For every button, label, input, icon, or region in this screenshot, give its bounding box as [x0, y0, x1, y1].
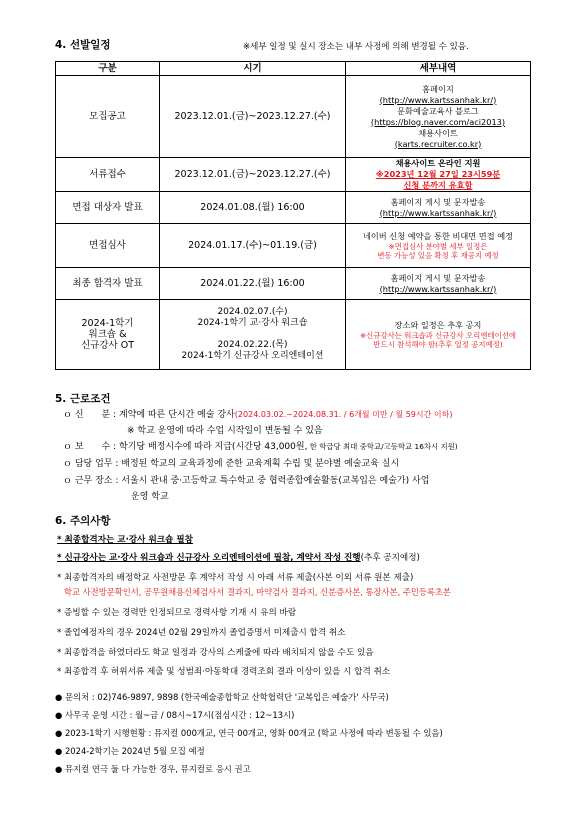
item-text: : 서울시 관내 중·고등학교 특수학교 중 협력종합예술활동(교복입은 예술가) 사업: [115, 476, 430, 486]
deadline-note: ※2023년 12월 27일 23시59분: [375, 169, 501, 179]
header-category: 구분: [56, 62, 160, 76]
item-text: : 학기당 배정시수에 따라 지급(시간당 43,000원,: [113, 442, 308, 452]
note-text: * 신규강사는 교·강사 워크숍과 신규강사 오리엔테이션에 필참, 계약서 작성 진행: [57, 553, 361, 563]
table-row: [56, 76, 531, 158]
blog-link[interactable]: (https://blog.naver.com/aci2013): [370, 116, 506, 127]
period-line: 2024.02.22.(목): [217, 340, 288, 350]
period-line: 2024-1학기 신규강사 오리엔테이션: [181, 351, 324, 361]
row-period: 2023.12.01.(금)~2023.12.27.(수): [160, 158, 346, 192]
row-category: 면접 대상자 발표: [56, 192, 160, 224]
category-line: 2024-1학기: [81, 318, 134, 329]
required-documents: 학교 사전방문확인서, 공무원채용신체검사서 결과지, 마약검사 결과지, 신분증사본, 통장사본, 주민등록초본: [64, 587, 451, 597]
schedule-table: [55, 61, 531, 370]
workplace-line-2: 운영 학교: [131, 492, 169, 502]
detail-line: 홈페이지 게시 및 문자발송: [390, 196, 486, 207]
table-row: [56, 192, 531, 224]
recruit-site-link[interactable]: (karts.recruiter.co.kr): [394, 138, 482, 149]
detail-line: 채용사이트 온라인 지원: [395, 158, 481, 168]
advice-line: ● 뮤지컬 연극 둘 다 가능한 경우, 뮤지컬로 응시 권고: [55, 764, 251, 774]
item-text-small: 한 학급당 최대 중학교/고등학교 16차시 지원): [307, 442, 458, 451]
work-status-subnote: ※ 학교 운영에 따라 수업 시작일이 변동될 수 있음: [127, 426, 323, 436]
pay-line: [63, 439, 458, 452]
category-line: 워크숍 &: [88, 329, 127, 340]
note-text: * 최종합격자는 교·강사 워크숍 필참: [57, 535, 193, 545]
row-details: [346, 268, 531, 300]
item-text: : 배정된 학교의 교육과정에 준한 교육계획 수립 및 분야별 예술교육 실시: [115, 459, 400, 469]
row-period: 2024.01.22.(월) 16:00: [160, 268, 346, 300]
note-3: * 최종합격자의 배정학교 사전방문 후 계약서 작성 시 아래 서류 제출(사본 이외 서류 원본 제출): [57, 573, 414, 583]
section5-title: 5. 근로조건: [55, 393, 111, 405]
row-details: [346, 192, 531, 224]
note-2: [57, 551, 420, 563]
row-category: 면접심사: [56, 224, 160, 268]
item-label: ｏ 근무 장소: [63, 476, 113, 486]
homepage-link[interactable]: (http://www.kartssanhak.kr/): [379, 207, 497, 218]
contract-period: (2024.03.02.~2024.08.31. / 6개월 미만 / 월 59시간 이하): [234, 410, 453, 419]
note-5: * 졸업예정자의 경우 2024년 02월 29일까지 졸업증명서 미제출시 합격 취소: [57, 628, 346, 638]
row-period: 2023.12.01.(금)~2023.12.27.(수): [160, 76, 346, 158]
detail-line: 네이버 신청 예약을 통한 비대면 면접 예정: [362, 231, 514, 241]
section4-notice: ※세부 일정 및 실시 장소는 내부 사정에 의해 변경될 수 있음.: [243, 42, 469, 52]
detail-line: 문화예술교육사 블로그: [397, 105, 479, 116]
detail-line: 홈페이지: [422, 83, 454, 94]
item-text: : 계약에 따른 단시간 예술 강사: [113, 410, 235, 420]
table-row: [56, 268, 531, 300]
duty-line: [63, 456, 399, 469]
contact-line: ● 문의처 : 02)746-9897, 9898 (한국예술종합학교 산학협력단 '교복입은 예술가' 사무국): [55, 692, 389, 702]
row-category: [56, 300, 160, 370]
note-tail: (추후 공지예정): [360, 553, 420, 563]
section4-title: 4. 선발일정: [55, 39, 111, 51]
row-category: 서류접수: [56, 158, 160, 192]
deadline-note: 신청 분까지 유효함: [403, 180, 473, 190]
item-label: ｏ 담당 업무: [63, 459, 113, 469]
note-1: [57, 533, 193, 545]
detail-line: 홈페이지 게시 및 문자발송: [390, 272, 486, 283]
row-period: 2024.01.17.(수)~01.19.(금): [160, 224, 346, 268]
detail-line: 채용사이트: [418, 127, 458, 138]
note-7: * 최종합격 후 허위서류 제출 및 성범죄·아동학대 경력조회 결과 이상이 있을 시 합격 취소: [57, 667, 391, 677]
workplace-line: [63, 473, 429, 486]
period-line: 2024-1학기 교·강사 워크숍: [197, 318, 308, 328]
row-details: [346, 224, 531, 268]
interview-note: 변동 가능성 있음 확정 후 재공지 예정: [377, 251, 499, 260]
row-category: 최종 합격자 발표: [56, 268, 160, 300]
homepage-link[interactable]: (http://www.kartssanhak.kr/): [379, 94, 497, 105]
item-label: ｏ 보 수: [63, 442, 111, 452]
header-period: 시기: [160, 62, 346, 76]
ot-note: ※신규강사는 워크숍과 신규강사 오리엔테이션에: [359, 331, 517, 340]
row-period: 2024.01.08.(월) 16:00: [160, 192, 346, 224]
table-row: [56, 158, 531, 192]
row-details: [346, 158, 531, 192]
row-category: 모집공고: [56, 76, 160, 158]
office-hours-line: ● 사무국 운영 시간 : 월~금 / 08시~17시(점심시간 : 12~13시): [55, 710, 295, 720]
work-status-line: [63, 407, 452, 420]
interview-note: ※면접심사 분야별 세부 일정은: [388, 242, 488, 251]
note-4: * 증빙할 수 있는 경력만 인정되므로 경력사항 기재 시 유의 바람: [57, 608, 297, 618]
homepage-link[interactable]: (http://www.kartssanhak.kr/): [379, 283, 497, 294]
table-row: [56, 224, 531, 268]
row-details: [346, 300, 531, 370]
row-period: [160, 300, 346, 370]
row-details: [346, 76, 531, 158]
next-recruit-line: ● 2024-2학기는 2024년 5월 모집 예정: [55, 746, 205, 756]
section6-title: 6. 주의사항: [55, 515, 111, 527]
note-6: * 최종합격을 하였더라도 학교 일정과 강사의 스케줄에 따라 배치되지 않을 수도 있음: [57, 648, 374, 658]
category-line: 신규강사 OT: [80, 340, 134, 351]
table-header-row: [56, 62, 531, 76]
detail-line: 장소와 일정은 추후 공지: [394, 320, 482, 330]
header-details: 세부내역: [346, 62, 531, 76]
table-row: [56, 300, 531, 370]
item-label: ｏ 신 분: [63, 410, 111, 420]
status-line: ● 2023-1학기 시행현황 : 뮤지컬 000개교, 연극 00개교, 영화 00개교 (학교 사정에 따라 변동될 수 있음): [55, 728, 443, 738]
ot-note: 반드시 참석해야 함(추후 일정 공지예정): [373, 340, 503, 349]
period-line: 2024.02.07.(수): [217, 307, 288, 317]
